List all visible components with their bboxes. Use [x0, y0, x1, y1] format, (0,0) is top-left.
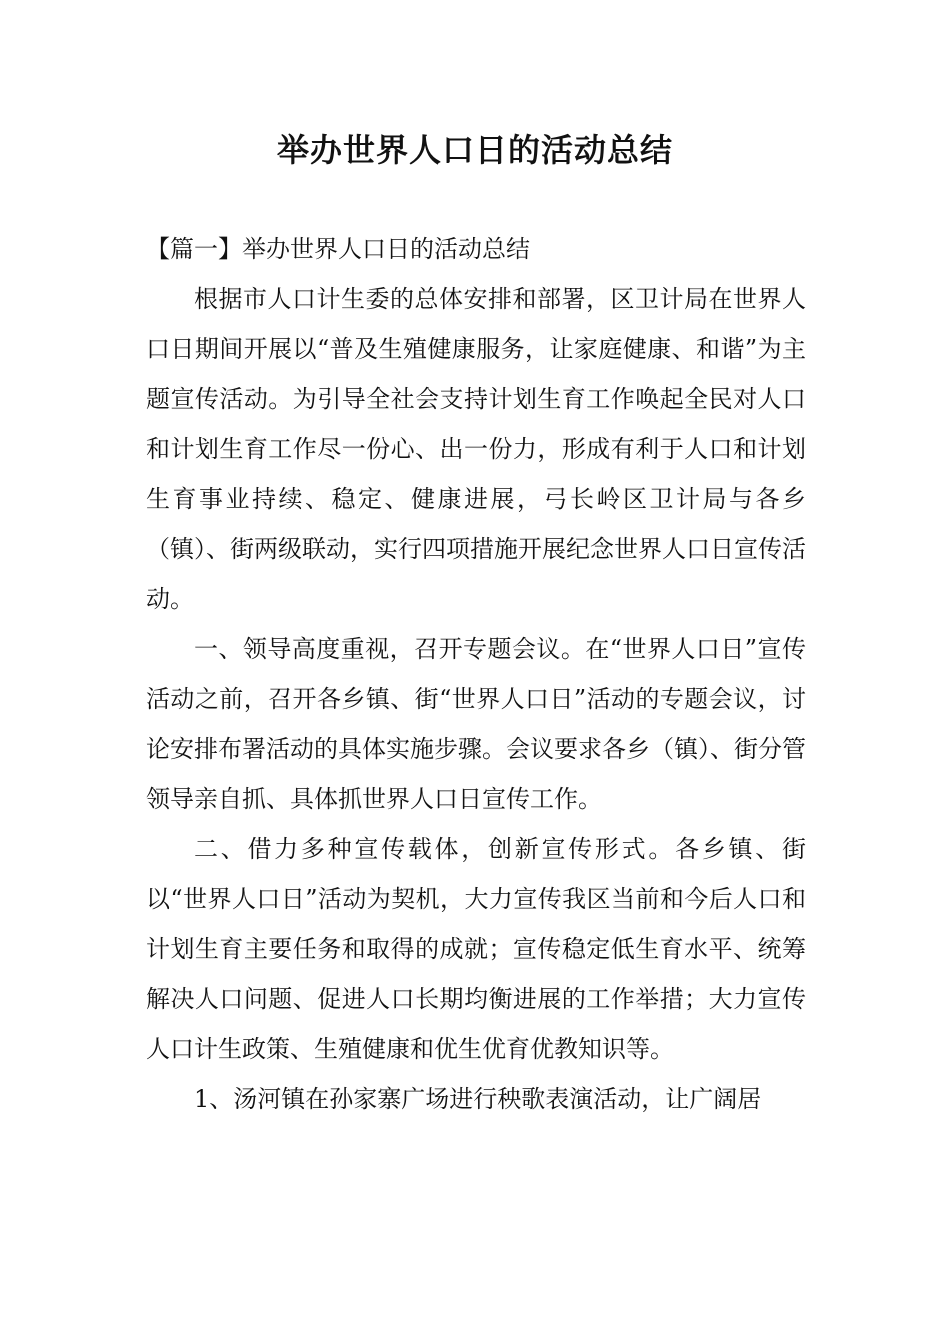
paragraph-section-one: 一、领导高度重视，召开专题会议。在“世界人口日”宣传活动之前，召开各乡镇、街“世界人口日”活动的专题会议，讨论安排布署活动的具体实施步骤。会议要求各乡（镇）、街分管领导亲自抓、具体抓世界人口日宣传工作。 [146, 635, 806, 813]
document-body [146, 224, 806, 1124]
paragraph-item-one: 1、汤河镇在孙家寨广场进行秧歌表演活动，让广阔居 [194, 1085, 762, 1113]
paragraph-section-two: 二、借力多种宣传载体，创新宣传形式。各乡镇、街以“世界人口日”活动为契机，大力宣传我区当前和今后人口和计划生育主要任务和取得的成就；宣传稳定低生育水平、统筹解决人口问题、促进人口长期均衡进展的工作举措；大力宣传人口计生政策、生殖健康和优生优育优教知识等。 [146, 835, 806, 1063]
paragraph-intro: 根据市人口计生委的总体安排和部署，区卫计局在世界人口日期间开展以“普及生殖健康服务，让家庭健康、和谐”为主题宣传活动。为引导全社会支持计划生育工作唤起全民对人口和计划生育工作尽一份心、出一份力，形成有利于人口和计划生育事业持续、稳定、健康进展，弓长岭区卫计局与各乡（镇）、街两级联动，实行四项措施开展纪念世界人口日宣传活动。 [146, 285, 806, 613]
document-title: 举办世界人口日的活动总结 [276, 131, 673, 169]
section-heading: 【篇一】举办世界人口日的活动总结 [146, 235, 530, 263]
